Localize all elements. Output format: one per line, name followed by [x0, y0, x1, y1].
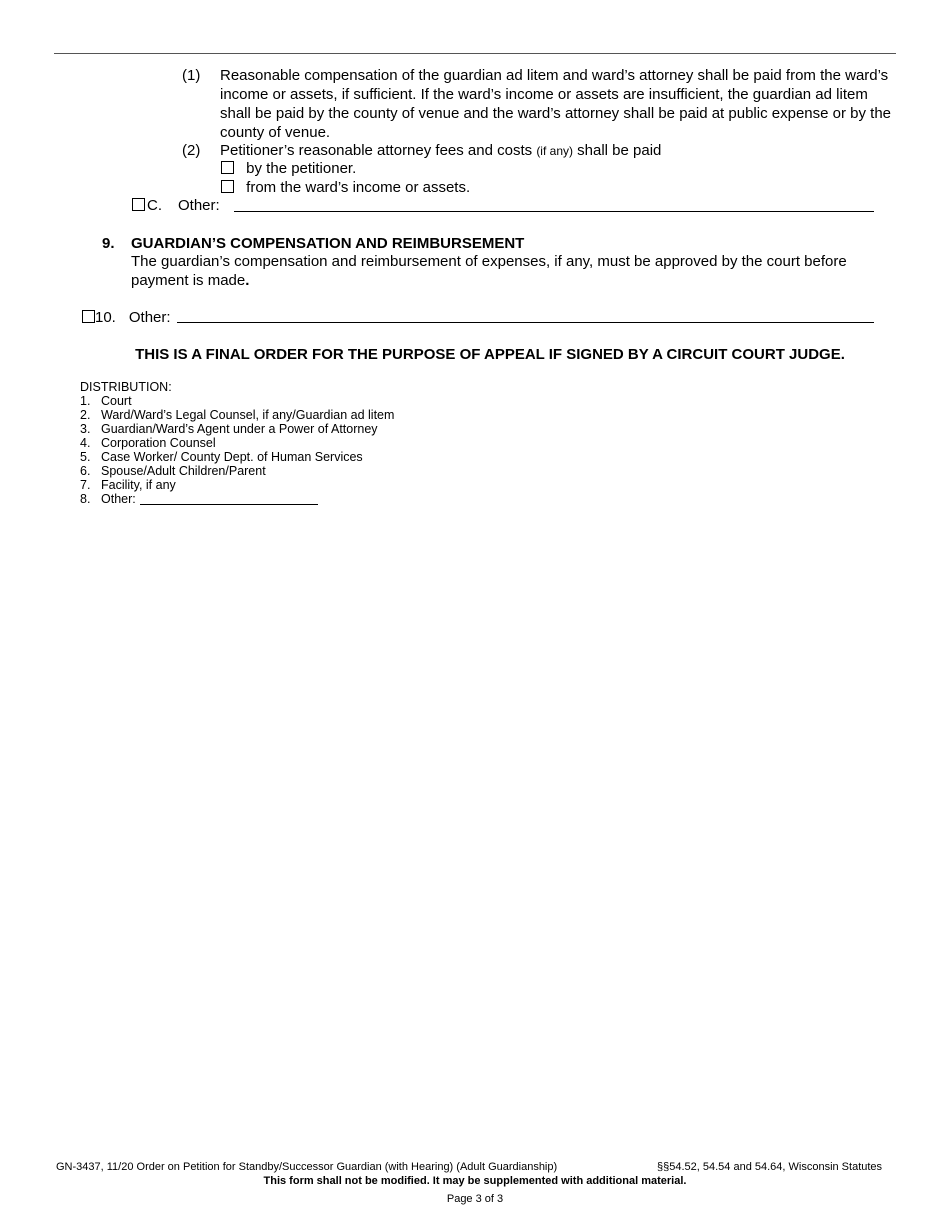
by-petitioner-checkbox[interactable] — [221, 161, 234, 174]
option-c-other-field[interactable] — [234, 211, 874, 212]
distribution-item: 3. Guardian/Ward’s Agent under a Power of Attorney — [80, 422, 378, 436]
option-c-letter: C. — [147, 197, 162, 214]
by-petitioner-label: by the petitioner. — [246, 160, 357, 177]
distribution-item: 6. Spouse/Adult Children/Parent — [80, 464, 266, 478]
option-from-ward-assets[interactable] — [221, 178, 470, 197]
from-ward-assets-checkbox[interactable] — [221, 180, 234, 193]
section-9-body: The guardian’s compensation and reimbursement of expenses, if any, must be approved by the court before payment is made. — [131, 253, 847, 289]
section-10-checkbox[interactable] — [82, 310, 95, 323]
from-ward-assets-label: from the ward’s income or assets. — [246, 179, 471, 196]
section-10-other-field[interactable] — [177, 322, 874, 323]
page-number: Page 3 of 3 — [446, 1193, 504, 1205]
option-by-petitioner[interactable] — [221, 159, 356, 178]
section-10-row[interactable] — [82, 308, 171, 327]
item-2-text: Petitioner’s reasonable attorney fees and costs (if any) shall be paid — [220, 142, 662, 159]
section-9-number: 9. — [102, 235, 115, 252]
option-c-other-label: Other: — [178, 197, 220, 214]
distribution-item: 7. Facility, if any — [80, 478, 176, 492]
section-10-other-label: Other: — [128, 309, 171, 326]
option-c-other[interactable] — [132, 196, 220, 215]
item-1-text: Reasonable compensation of the guardian ad litem and ward’s attorney shall be paid from the ward’s income or assets, if sufficient. If the ward’s income or assets are insufficient, the guardian ad litem shall be paid by the county of venue and the ward’s attorney shall be paid at public expense or by the county of venue. — [220, 67, 892, 141]
statutes-reference: §§54.52, 54.54 and 54.64, Wisconsin Statutes — [657, 1161, 883, 1173]
distribution-title: DISTRIBUTION: — [80, 380, 172, 394]
distribution-item-other: 8. Other: — [80, 492, 394, 506]
section-10-number: 10. — [95, 309, 116, 326]
form-identifier: GN-3437, 11/20 Order on Petition for Standby/Successor Guardian (with Hearing) (Adult Guardianship) — [56, 1161, 558, 1173]
modification-notice: This form shall not be modified. It may be supplemented with additional material. — [263, 1175, 687, 1187]
final-order-notice: THIS IS A FINAL ORDER FOR THE PURPOSE OF APPEAL IF SIGNED BY A CIRCUIT COURT JUDGE. — [135, 346, 845, 363]
option-c-checkbox[interactable] — [132, 198, 145, 211]
distribution-list — [80, 380, 394, 506]
item-1-number: (1) — [182, 67, 201, 84]
top-rule — [54, 53, 896, 54]
distribution-item: 2. Ward/Ward’s Legal Counsel, if any/Guardian ad litem — [80, 408, 395, 422]
distribution-other-field[interactable] — [140, 492, 318, 505]
distribution-item: 5. Case Worker/ County Dept. of Human Services — [80, 450, 363, 464]
distribution-item: 4. Corporation Counsel — [80, 436, 216, 450]
distribution-item: 1. Court — [80, 394, 132, 408]
item-2-number: (2) — [182, 142, 201, 159]
section-9-heading: GUARDIAN’S COMPENSATION AND REIMBURSEMENT — [131, 235, 525, 252]
